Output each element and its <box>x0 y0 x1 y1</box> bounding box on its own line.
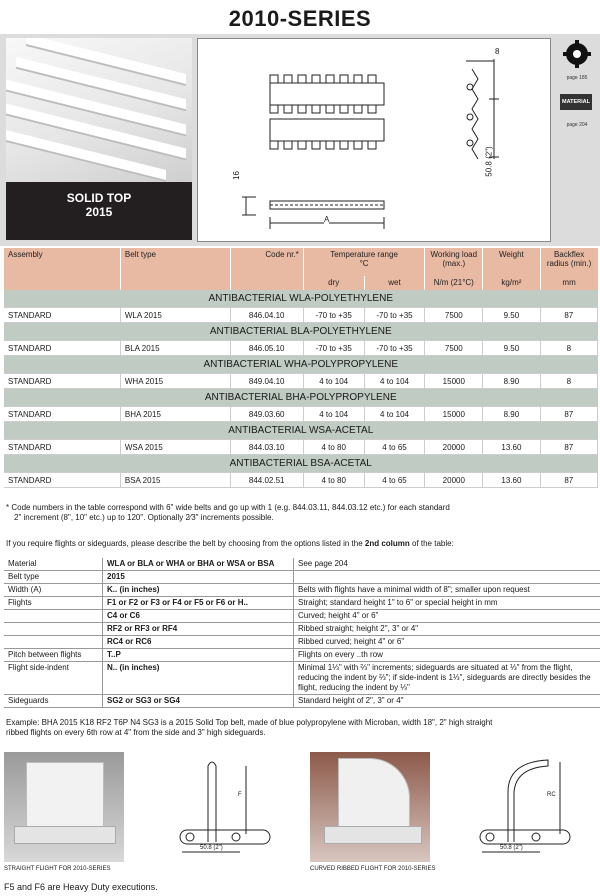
col-temp-label: Temperature range <box>330 250 398 259</box>
table-cell: STANDARD <box>4 473 120 488</box>
table-cell: 8 <box>540 374 597 389</box>
option-value: SG2 or SG3 or SG4 <box>103 695 294 708</box>
option-value: T..P <box>103 649 294 662</box>
straight-flight-photo <box>4 752 124 862</box>
table-cell: 4 to 80 <box>303 440 364 455</box>
instruction-bold: 2nd column <box>364 539 410 548</box>
table-cell: -70 to +35 <box>303 341 364 356</box>
option-key: Flights <box>4 597 103 610</box>
option-value: 2015 <box>103 571 294 584</box>
col-belt-type: Belt type <box>120 248 230 290</box>
col-temp <box>303 248 425 276</box>
table-cell: 15000 <box>425 407 483 422</box>
technical-drawing <box>197 38 551 242</box>
table-cell: 846.05.10 <box>230 341 303 356</box>
page-title: 2010-SERIES <box>228 6 372 31</box>
option-key <box>4 610 103 623</box>
material-group-row <box>4 422 598 440</box>
material-icon: MATERIAL <box>560 94 592 110</box>
table-cell: BLA 2015 <box>120 341 230 356</box>
table-cell: WHA 2015 <box>120 374 230 389</box>
table-cell: 849.04.10 <box>230 374 303 389</box>
sprocket-link[interactable] <box>560 40 594 81</box>
product-photo <box>6 38 192 182</box>
material-group-row <box>4 290 598 308</box>
straight-flight-drawing <box>150 752 300 862</box>
table-cell: 4 to 104 <box>364 374 425 389</box>
table-cell: 87 <box>540 440 597 455</box>
dim-508-label: 50.8 (2") <box>484 146 494 177</box>
example-line2: ribbed flights on every 6th row at 4" from the side and 3" high sideguards. <box>6 728 266 737</box>
option-row <box>4 597 600 610</box>
option-value: K.. (in inches) <box>103 584 294 597</box>
table-row <box>4 407 598 422</box>
table-cell: 7500 <box>425 341 483 356</box>
straight-dim-label: 50.8 (2") <box>200 845 223 851</box>
option-desc: Standard height of 2", 3" or 4" <box>294 695 600 708</box>
option-desc: Straight; standard height 1" to 6" or special height in mm <box>294 597 600 610</box>
option-row <box>4 623 600 636</box>
option-value: N.. (in inches) <box>103 662 294 695</box>
col-temp-unit: °C <box>359 259 369 268</box>
table-cell: BSA 2015 <box>120 473 230 488</box>
option-row <box>4 558 600 571</box>
table-cell: 7500 <box>425 308 483 323</box>
table-row <box>4 308 598 323</box>
col-assembly: Assembly <box>4 248 120 290</box>
dim-8-label: 8 <box>495 47 500 56</box>
table-cell: -70 to +35 <box>364 341 425 356</box>
table-cell: WSA 2015 <box>120 440 230 455</box>
bottom-note: F5 and F6 are Heavy Duty executions. <box>4 882 158 892</box>
option-row <box>4 662 600 695</box>
option-row <box>4 695 600 708</box>
material-group-row <box>4 455 598 473</box>
table-cell: STANDARD <box>4 308 120 323</box>
option-key: Belt type <box>4 571 103 584</box>
instruction-post: of the table: <box>409 539 454 548</box>
curved-caption: CURVED RIBBED FLIGHT FOR 2010-SERIES <box>310 866 436 872</box>
straight-f-label: F <box>238 792 242 798</box>
table-cell: 846.04.10 <box>230 308 303 323</box>
option-row <box>4 610 600 623</box>
table-cell: STANDARD <box>4 341 120 356</box>
col-weight: Weight <box>483 248 540 276</box>
dim-16-label: 16 <box>231 171 241 180</box>
table-cell: 4 to 65 <box>364 440 425 455</box>
table-cell: 8.90 <box>483 407 540 422</box>
table-cell: STANDARD <box>4 440 120 455</box>
table-cell: 4 to 65 <box>364 473 425 488</box>
table-cell: 9.50 <box>483 341 540 356</box>
table-cell: -70 to +35 <box>364 308 425 323</box>
table-cell: 844.02.51 <box>230 473 303 488</box>
table-cell: WLA 2015 <box>120 308 230 323</box>
table-row <box>4 374 598 389</box>
option-desc: See page 204 <box>294 558 600 571</box>
col-backflex-unit: mm <box>540 276 597 290</box>
option-desc: Belts with flights have a minimal width of 8"; smaller upon request <box>294 584 600 597</box>
curved-flight-photo <box>310 752 430 862</box>
option-key: Width (A) <box>4 584 103 597</box>
table-cell: 13.60 <box>483 440 540 455</box>
table-cell: 8.90 <box>483 374 540 389</box>
footnote-line1: * Code numbers in the table correspond with 6" wide belts and go up with 1 (e.g. 844.03.11, 844.03.12 etc.) for each standard <box>6 503 450 512</box>
module-bottom-outline <box>270 119 384 141</box>
col-backflex: Backflex radius (min.) <box>540 248 597 276</box>
table-cell: 13.60 <box>483 473 540 488</box>
table-cell: STANDARD <box>4 374 120 389</box>
curved-rc-label: RC <box>547 792 556 798</box>
table-cell: 87 <box>540 407 597 422</box>
option-value: WLA or BLA or WHA or BHA or WSA or BSA <box>103 558 294 571</box>
material-page-label: page 204 <box>566 122 588 128</box>
table-cell: 8 <box>540 341 597 356</box>
curved-flight-drawing <box>448 752 598 862</box>
col-dry: dry <box>303 276 364 290</box>
option-desc: Curved; height 4" or 6" <box>294 610 600 623</box>
option-key: Sideguards <box>4 695 103 708</box>
table-cell: 4 to 104 <box>364 407 425 422</box>
option-desc: Ribbed straight; height 2", 3" or 4" <box>294 623 600 636</box>
table-cell: 87 <box>540 308 597 323</box>
col-wet: wet <box>364 276 425 290</box>
product-line2: 2015 <box>85 205 113 219</box>
spec-table <box>4 248 598 488</box>
table-cell: 87 <box>540 473 597 488</box>
example-line1: Example: BHA 2015 K18 RF2 T6P N4 SG3 is a 2015 Solid Top belt, made of blue polypropylene with Microban, width 18", 2" high straight <box>6 718 493 727</box>
table-cell: STANDARD <box>4 407 120 422</box>
option-desc: Ribbed curved; height 4" or 6" <box>294 636 600 649</box>
table-cell: 9.50 <box>483 308 540 323</box>
curved-dim-label: 50.8 (2") <box>500 845 523 851</box>
option-row <box>4 636 600 649</box>
option-row <box>4 584 600 597</box>
module-top-outline <box>270 83 384 105</box>
option-key: Material <box>4 558 103 571</box>
material-group-row <box>4 356 598 374</box>
sprocket-icon <box>560 40 594 70</box>
table-row <box>4 440 598 455</box>
instruction-pre: If you require flights or sideguards, please describe the belt by choosing from the options listed in the <box>6 539 365 548</box>
table-cell: 849.03.60 <box>230 407 303 422</box>
material-group-row <box>4 323 598 341</box>
option-row <box>4 571 600 584</box>
option-value: RF2 or RF3 or RF4 <box>103 623 294 636</box>
material-group-name: ANTIBACTERIAL WSA-ACETAL <box>4 422 598 440</box>
table-cell: 4 to 104 <box>303 407 364 422</box>
table-cell: -70 to +35 <box>303 308 364 323</box>
option-key <box>4 636 103 649</box>
table-cell: 4 to 80 <box>303 473 364 488</box>
dim-a-label: A <box>324 215 330 224</box>
option-desc: Flights on every ..th row <box>294 649 600 662</box>
material-group-name: ANTIBACTERIAL WLA-POLYETHYLENE <box>4 290 598 308</box>
material-group-row <box>4 389 598 407</box>
col-code: Code nr.* <box>230 248 303 290</box>
footnote-line2: 2" increment (8", 10" etc.) up to 120". Optionally 2⁄3" increments possible. <box>14 513 274 522</box>
table-cell: 20000 <box>425 440 483 455</box>
table-cell: 15000 <box>425 374 483 389</box>
product-line1: SOLID TOP <box>66 191 132 205</box>
col-load-unit: N/m (21°C) <box>425 276 483 290</box>
table-row <box>4 473 598 488</box>
option-desc <box>294 571 600 584</box>
instruction <box>6 539 454 548</box>
material-group-name: ANTIBACTERIAL BSA-ACETAL <box>4 455 598 473</box>
option-key <box>4 623 103 636</box>
option-key: Flight side-indent <box>4 662 103 695</box>
option-row <box>4 649 600 662</box>
material-group-name: ANTIBACTERIAL WHA-POLYPROPYLENE <box>4 356 598 374</box>
straight-caption: STRAIGHT FLIGHT FOR 2010-SERIES <box>4 866 111 872</box>
table-cell: 844.03.10 <box>230 440 303 455</box>
material-group-name: ANTIBACTERIAL BHA-POLYPROPYLENE <box>4 389 598 407</box>
table-row <box>4 341 598 356</box>
option-value: F1 or F2 or F3 or F4 or F5 or F6 or H.. <box>103 597 294 610</box>
col-load: Working load (max.) <box>425 248 483 276</box>
table-cell: 20000 <box>425 473 483 488</box>
material-group-name: ANTIBACTERIAL BLA-POLYETHYLENE <box>4 323 598 341</box>
option-value: C4 or C6 <box>103 610 294 623</box>
option-desc: Minimal 1⅓" with ⅔" increments; sideguards are situated at ⅓" from the flight, reducing the indent by ⅔"; if side-indent is 1⅓", sideguards are directly besides the flight, reducing the indent by ⅓" <box>294 662 600 695</box>
table-cell: 4 to 104 <box>303 374 364 389</box>
col-weight-unit: kg/m² <box>483 276 540 290</box>
material-link[interactable] <box>560 94 594 128</box>
option-value: RC4 or RC6 <box>103 636 294 649</box>
product-label-box <box>6 182 192 240</box>
options-table <box>4 558 600 708</box>
sprocket-page-label: page 185 <box>566 75 588 81</box>
table-cell: BHA 2015 <box>120 407 230 422</box>
drawing-svg <box>198 39 550 241</box>
option-key: Pitch between flights <box>4 649 103 662</box>
